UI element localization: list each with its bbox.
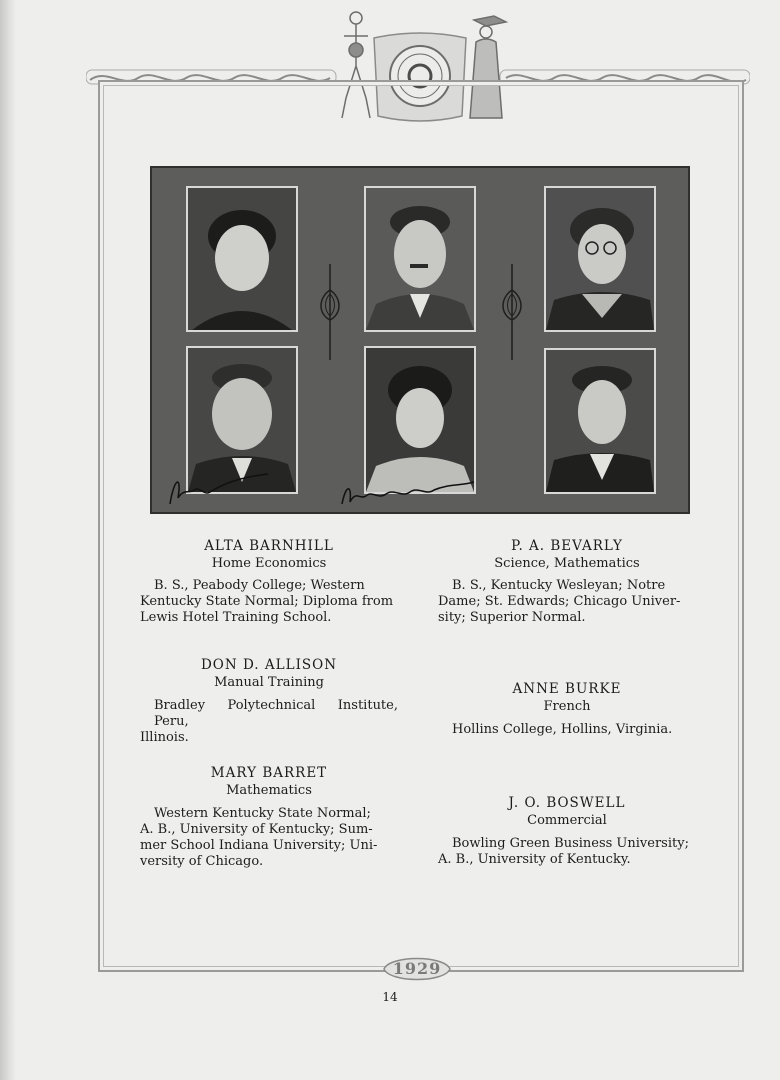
faculty-bio: Bowling Green Business University; A. B., University of Kentucky. bbox=[438, 836, 689, 867]
faculty-subject: French bbox=[543, 699, 591, 714]
faculty-photo-panel bbox=[150, 166, 690, 514]
faculty-entry bbox=[140, 537, 398, 573]
portrait-p-a-bevarly bbox=[364, 186, 476, 332]
faculty-bio: B. S., Peabody College; Western Kentucky State Normal; Diploma from Lewis Hotel Training School. bbox=[140, 578, 394, 625]
year-badge-text: 1929 bbox=[392, 959, 442, 978]
faculty-bio: Hollins College, Hollins, Virginia. bbox=[452, 722, 673, 737]
faculty-name: J. O. BOSWELL bbox=[508, 795, 626, 811]
faculty-bio: B. S., Kentucky Wesleyan; Notre Dame; St. Edwards; Chicago Univer- sity; Superior Normal. bbox=[438, 578, 681, 625]
page-gutter bbox=[0, 0, 16, 1080]
handwritten-signature-center bbox=[338, 476, 478, 510]
tulip-ornament-icon bbox=[316, 264, 344, 364]
faculty-name: ANNE BURKE bbox=[512, 681, 622, 697]
page-number: 14 bbox=[382, 990, 398, 1004]
faculty-entry bbox=[438, 537, 696, 573]
faculty-name: DON D. ALLISON bbox=[200, 657, 338, 673]
portrait-alta-barnhill bbox=[186, 186, 298, 332]
faculty-subject: Science, Mathematics bbox=[494, 556, 640, 571]
faculty-bio: Western Kentucky State Normal; A. B., University of Kentucky; Sum- mer School Indiana University; Uni- versity of Chicago. bbox=[140, 806, 378, 869]
faculty-subject: Home Economics bbox=[211, 556, 327, 571]
portrait-j-o-boswell bbox=[544, 348, 656, 494]
faculty-subject: Manual Training bbox=[214, 675, 324, 690]
portrait-mary-barret bbox=[364, 346, 476, 494]
faculty-name: P. A. BEVARLY bbox=[511, 538, 623, 554]
faculty-subject: Commercial bbox=[527, 813, 607, 828]
faculty-name: ALTA BARNHILL bbox=[204, 538, 334, 554]
faculty-entry bbox=[438, 680, 696, 716]
faculty-name: MARY BARRET bbox=[210, 765, 328, 781]
handwritten-signature-left bbox=[164, 468, 274, 512]
faculty-entry bbox=[140, 656, 398, 692]
faculty-entry bbox=[140, 764, 398, 800]
faculty-bio: Bradley Polytechnical Institute, Peru, Illinois. bbox=[140, 698, 398, 745]
faculty-subject: Mathematics bbox=[226, 783, 312, 798]
portrait-anne-burke bbox=[544, 186, 656, 332]
faculty-entry bbox=[438, 794, 696, 830]
tulip-ornament-icon bbox=[498, 264, 526, 364]
year-badge bbox=[380, 953, 454, 985]
